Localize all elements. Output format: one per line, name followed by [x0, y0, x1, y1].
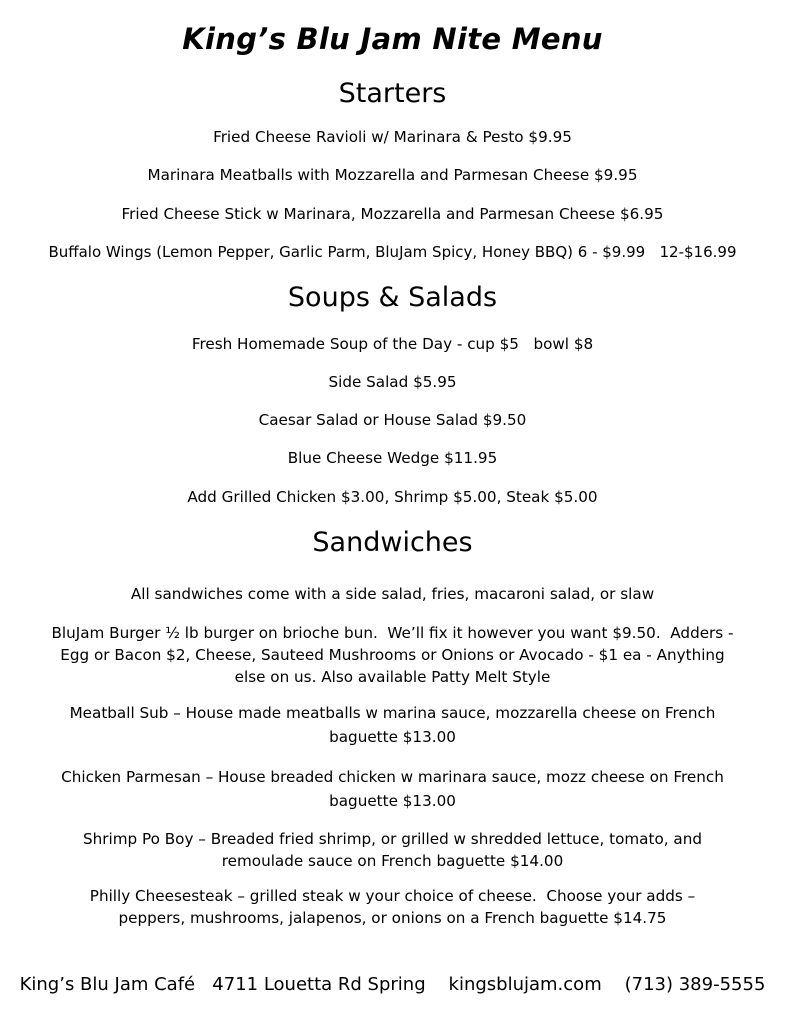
sandwich-note: All sandwiches come with a side salad, fries, macaroni salad, or slaw	[130, 585, 655, 603]
menu-item: Meatball Sub – House made meatballs w marina sauce, mozzarella cheese on French baguette $13.00	[69, 704, 721, 746]
section-heading-soups-salads: Soups & Salads	[287, 282, 498, 313]
menu-item: Blue Cheese Wedge $11.95	[287, 449, 498, 467]
section-heading-starters: Starters	[338, 78, 447, 109]
menu-item: Philly Cheesesteak – grilled steak w your choice of cheese. Choose your adds – peppers, mushrooms, jalapenos, or onions on a French baguette $14.75	[89, 887, 701, 927]
menu-item: Fresh Homemade Soup of the Day - cup $5 bowl $8	[191, 335, 594, 353]
menu-item: Caesar Salad or House Salad $9.50	[258, 411, 527, 429]
footer-contact: King’s Blu Jam Café 4711 Louetta Rd Spring kingsblujam.com (713) 389-5555	[19, 974, 766, 995]
menu-item: Fried Cheese Ravioli w/ Marinara & Pesto $9.95	[213, 128, 572, 146]
menu-item: Shrimp Po Boy – Breaded fried shrimp, or grilled w shredded lettuce, tomato, and remoulade sauce on French baguette $14.00	[83, 830, 707, 870]
menu-item: BluJam Burger ½ lb burger on brioche bun. We’ll fix it however you want $9.50. Adders - Egg or Bacon $2, Cheese, Sauteed Mushrooms or Onions or Avocado - $1 ea - Anything else on us. Also available Patty Melt Style	[51, 624, 739, 686]
menu-item: Side Salad $5.95	[328, 373, 457, 391]
menu-item: Buffalo Wings (Lemon Pepper, Garlic Parm, BluJam Spicy, Honey BBQ) 6 - $9.99 12-$16.99	[48, 243, 737, 261]
menu-item: Add Grilled Chicken $3.00, Shrimp $5.00, Steak $5.00	[187, 488, 598, 506]
menu-item: Chicken Parmesan – House breaded chicken w marinara sauce, mozz cheese on French baguette $13.00	[61, 768, 729, 810]
menu-item: Marinara Meatballs with Mozzarella and Parmesan Cheese $9.95	[147, 166, 638, 184]
menu-title: King’s Blu Jam Nite Menu	[182, 22, 603, 56]
menu-item: Fried Cheese Stick w Marinara, Mozzarella and Parmesan Cheese $6.95	[121, 205, 664, 223]
section-heading-sandwiches: Sandwiches	[312, 527, 473, 558]
